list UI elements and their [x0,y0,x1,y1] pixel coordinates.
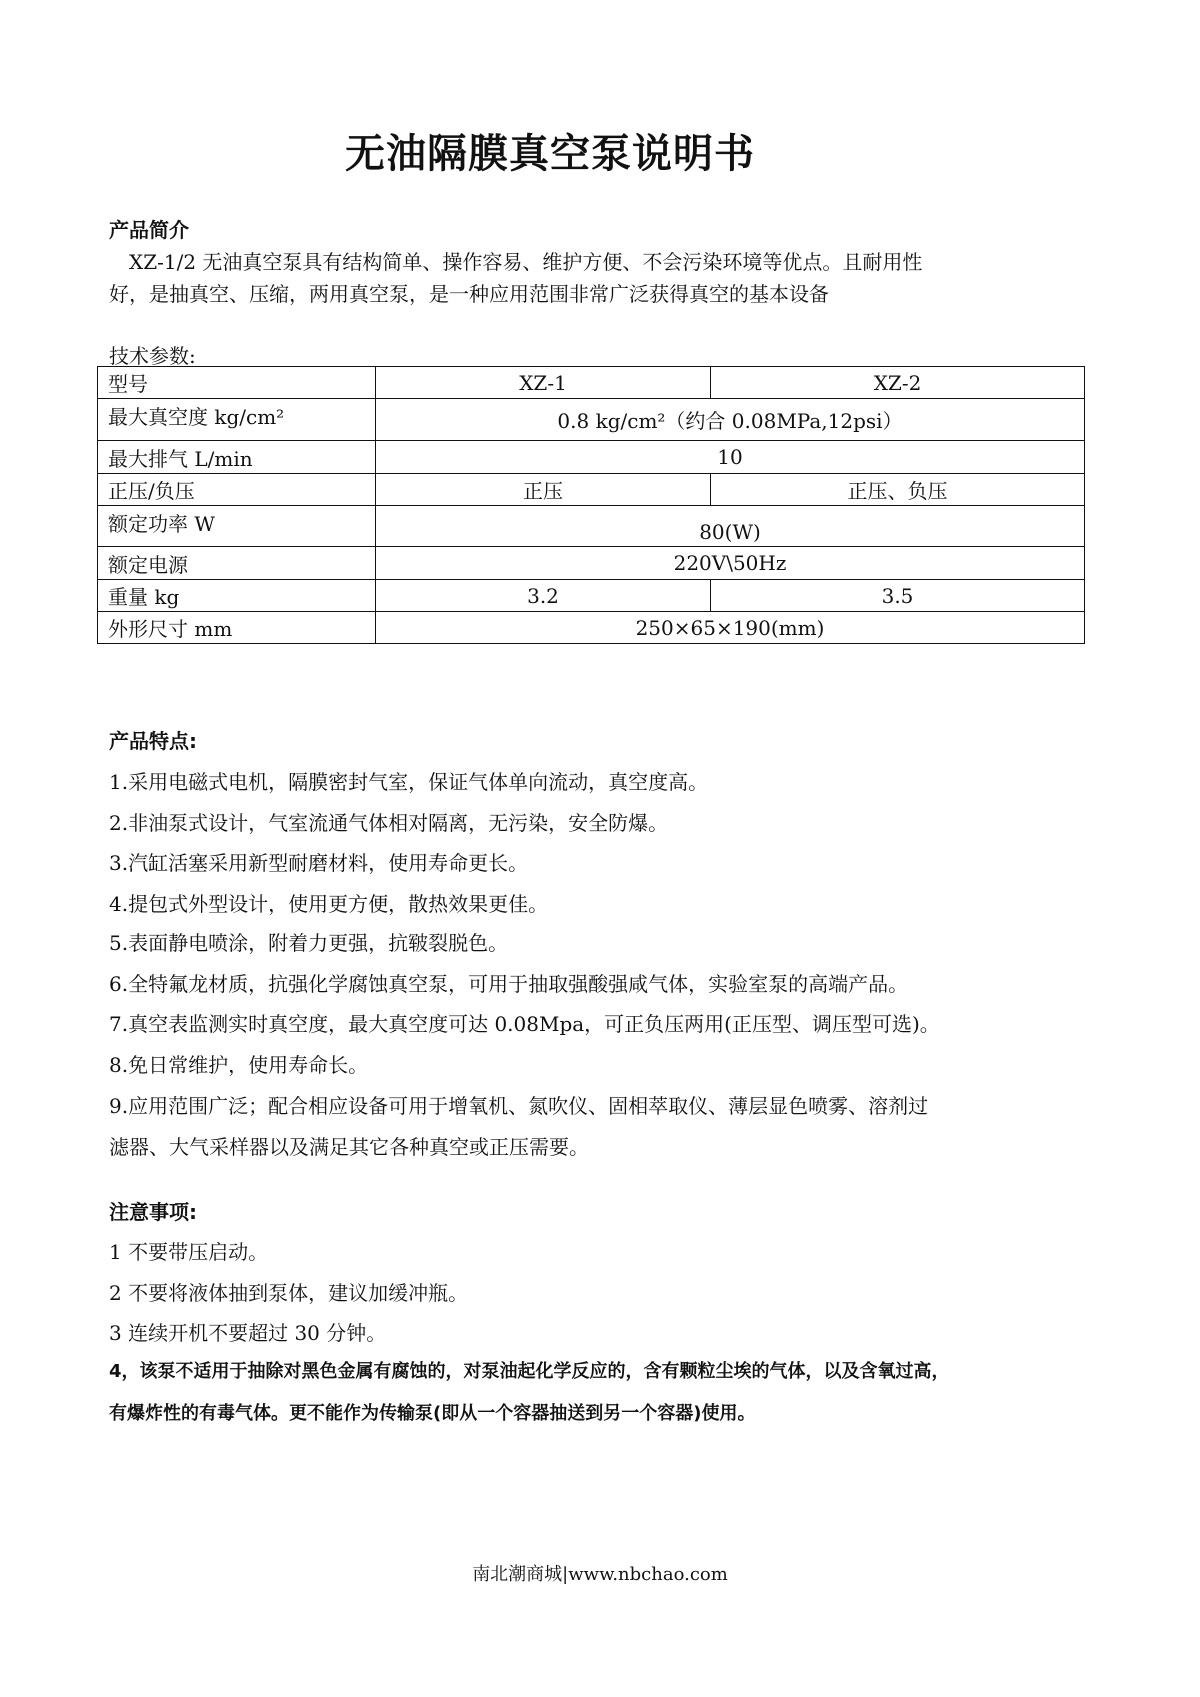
table-row [98,474,1085,506]
specs-table [97,366,1085,644]
feature-line: 7.真空表监测实时真空度，最大真空度可达 0.08Mpa，可正负压两用(正压型、调压型可选)。 [109,1012,940,1036]
feature-line: 9.应用范围广泛；配合相应设备可用于增氧机、氮吹仪、固相萃取仪、薄层显色喷雾、溶剂过 [109,1094,929,1118]
note-line: 2 不要将液体抽到泵体，建议加缓冲瓶。 [109,1281,469,1305]
cell-xz2: XZ-2 [711,367,1085,399]
cell-xz2: 3.5 [711,580,1085,612]
feature-line: 4.提包式外型设计，使用更方便，散热效果更佳。 [109,892,549,916]
note-warning-line: 有爆炸性的有毒气体。更不能作为传输泵(即从一个容器抽送到另一个容器)使用。 [109,1403,756,1424]
table-row [98,612,1085,644]
document-title: 无油隔膜真空泵说明书 [345,131,755,177]
intro-heading: 产品简介 [109,218,189,242]
note-warning-line: 4，该泵不适用于抽除对黑色金属有腐蚀的，对泵油起化学反应的，含有颗粒尘埃的气体，以及含氧过高， [109,1361,950,1382]
row-label: 额定电源 [98,547,376,580]
table-row [98,441,1085,474]
note-line: 3 连续开机不要超过 30 分钟。 [109,1321,387,1345]
notes-heading: 注意事项: [109,1200,197,1224]
row-label: 额定功率 W [98,506,376,547]
cell-xz1: 正压 [376,474,711,506]
feature-line: 1.采用电磁式电机，隔膜密封气室，保证气体单向流动，真空度高。 [109,770,709,794]
table-row [98,580,1085,612]
feature-line: 6.全特氟龙材质，抗强化学腐蚀真空泵，可用于抽取强酸强咸气体，实验室泵的高端产品。 [109,972,909,996]
cell-xz1: 3.2 [376,580,711,612]
table-row [98,399,1085,441]
cell-value: 220V\50Hz [376,547,1085,580]
feature-line: 2.非油泵式设计，气室流通气体相对隔离，无污染，安全防爆。 [109,811,669,835]
cell-xz1: XZ-1 [376,367,711,399]
table-row [98,547,1085,580]
cell-value: 250×65×190(mm) [376,612,1085,644]
row-label: 外形尺寸 mm [98,612,376,644]
row-label: 型号 [98,367,376,399]
note-line: 1 不要带压启动。 [109,1240,269,1264]
table-row [98,367,1085,399]
features-heading: 产品特点: [109,729,197,753]
row-label: 最大排气 L/min [98,441,376,474]
cell-value: 10 [376,441,1085,474]
specs-heading: 技术参数: [109,344,196,368]
feature-line: 滤器、大气采样器以及满足其它各种真空或正压需要。 [109,1135,589,1159]
intro-line: 好，是抽真空、压缩，两用真空泵，是一种应用范围非常广泛获得真空的基本设备 [109,282,829,306]
cell-xz2: 正压、负压 [711,474,1085,506]
row-label: 正压/负压 [98,474,376,506]
feature-line: 8.免日常维护，使用寿命长。 [109,1053,369,1077]
feature-line: 5.表面静电喷涂，附着力更强，抗皲裂脱色。 [109,931,509,955]
footer-site-label: 南北潮商城|www.nbchao.com [472,1564,728,1585]
feature-line: 3.汽缸活塞采用新型耐磨材料，使用寿命更长。 [109,851,529,875]
cell-value: 80(W) [376,506,1085,547]
table-row [98,506,1085,547]
cell-value: 0.8 kg/cm²（约合 0.08MPa,12psi） [376,399,1085,441]
row-label: 重量 kg [98,580,376,612]
row-label: 最大真空度 kg/cm² [98,399,376,441]
intro-line: XZ-1/2 无油真空泵具有结构简单、操作容易、维护方便、不会污染环境等优点。且耐用性 [109,250,923,274]
